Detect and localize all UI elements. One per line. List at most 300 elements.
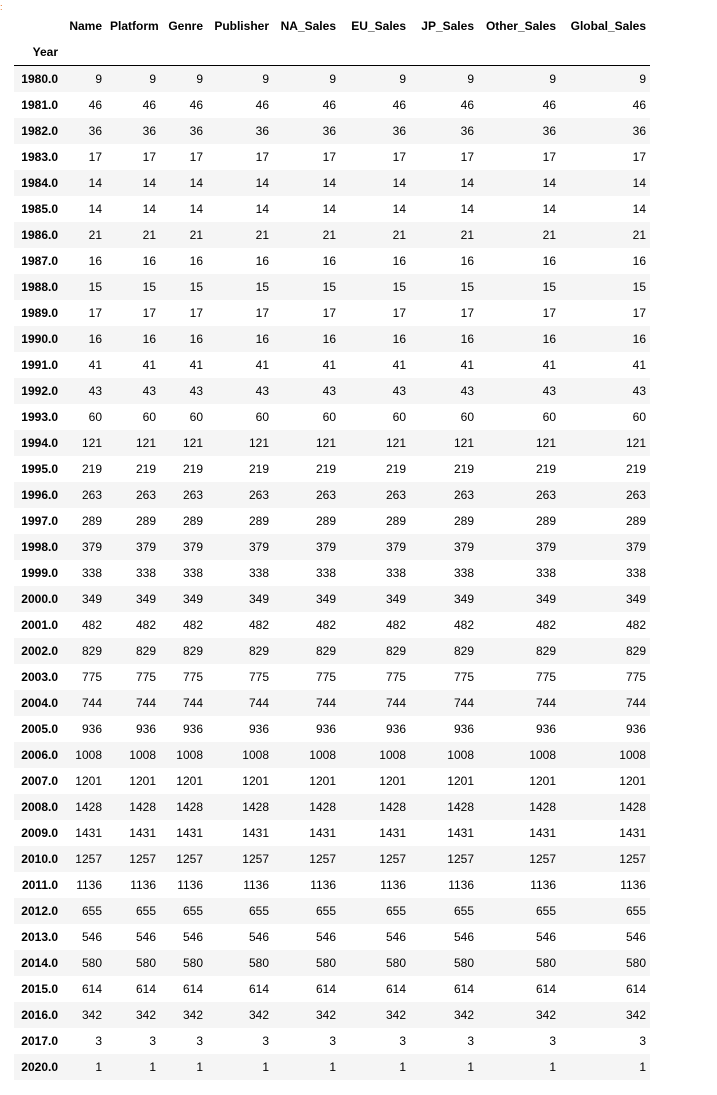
table-cell: 829	[81, 644, 102, 658]
table-cell: 744	[135, 696, 156, 710]
table-cell: 546	[248, 930, 269, 944]
table-cell: 41	[189, 358, 203, 372]
table-row	[14, 950, 650, 976]
row-index-year: 1998.0	[21, 540, 58, 554]
table-cell: 614	[315, 982, 336, 996]
table-cell: 289	[135, 514, 156, 528]
table-cell: 338	[453, 566, 474, 580]
table-cell: 936	[248, 722, 269, 736]
row-index-year: 2011.0	[21, 878, 58, 892]
table-cell: 219	[625, 462, 646, 476]
table-cell: 14	[88, 202, 102, 216]
table-cell: 1	[149, 1060, 156, 1074]
table-cell: 342	[315, 1008, 336, 1022]
table-cell: 1428	[619, 800, 646, 814]
table-cell: 43	[460, 384, 474, 398]
table-cell: 121	[625, 436, 646, 450]
table-cell: 1257	[379, 852, 406, 866]
table-cell: 349	[81, 592, 102, 606]
table-cell: 17	[189, 306, 203, 320]
row-index-year: 2009.0	[21, 826, 58, 840]
table-cell: 744	[453, 696, 474, 710]
row-index-year: 2005.0	[21, 722, 58, 736]
table-cell: 1201	[447, 774, 474, 788]
table-cell: 16	[189, 332, 203, 346]
table-cell: 14	[189, 202, 203, 216]
table-cell: 43	[632, 384, 646, 398]
table-cell: 936	[453, 722, 474, 736]
table-cell: 379	[81, 540, 102, 554]
table-cell: 43	[142, 384, 156, 398]
table-body	[14, 66, 650, 1081]
table-cell: 1257	[529, 852, 556, 866]
table-cell: 9	[639, 72, 646, 86]
row-index-year: 2008.0	[21, 800, 58, 814]
table-cell: 936	[385, 722, 406, 736]
table-cell: 15	[632, 280, 646, 294]
row-index-year: 2015.0	[21, 982, 58, 996]
table-cell: 1136	[130, 878, 156, 892]
table-cell: 60	[392, 410, 406, 424]
table-cell: 36	[88, 124, 102, 138]
table-cell: 17	[142, 306, 156, 320]
table-cell: 9	[329, 72, 336, 86]
table-cell: 342	[135, 1008, 156, 1022]
table-cell: 1136	[177, 878, 203, 892]
table-row	[14, 664, 650, 690]
table-cell: 36	[542, 124, 556, 138]
column-header: JP_Sales	[421, 19, 474, 33]
table-cell: 15	[460, 280, 474, 294]
table-cell: 121	[385, 436, 406, 450]
table-cell: 342	[453, 1008, 474, 1022]
table-cell: 580	[385, 956, 406, 970]
table-cell: 17	[392, 150, 406, 164]
row-index-year: 1992.0	[21, 384, 58, 398]
table-cell: 349	[625, 592, 646, 606]
table-cell: 655	[625, 904, 646, 918]
table-cell: 9	[467, 72, 474, 86]
table-cell: 655	[453, 904, 474, 918]
table-cell: 263	[81, 488, 102, 502]
table-cell: 46	[255, 98, 269, 112]
table-cell: 1431	[242, 826, 269, 840]
table-cell: 1201	[309, 774, 336, 788]
table-cell: 289	[385, 514, 406, 528]
table-cell: 829	[385, 644, 406, 658]
table-cell: 482	[135, 618, 156, 632]
table-cell: 21	[322, 228, 336, 242]
table-cell: 46	[189, 98, 203, 112]
table-cell: 1201	[75, 774, 102, 788]
table-cell: 46	[322, 98, 336, 112]
table-cell: 41	[88, 358, 102, 372]
table-cell: 775	[182, 670, 203, 684]
table-row	[14, 872, 650, 898]
table-row	[14, 612, 650, 638]
table-cell: 43	[189, 384, 203, 398]
table-cell: 263	[182, 488, 203, 502]
table-cell: 263	[535, 488, 556, 502]
table-row	[14, 196, 650, 222]
table-cell: 60	[189, 410, 203, 424]
row-index-year: 1986.0	[21, 228, 58, 242]
column-header: Publisher	[214, 19, 269, 33]
table-row	[14, 898, 650, 924]
table-cell: 1	[399, 1060, 406, 1074]
row-index-year: 1990.0	[21, 332, 58, 346]
table-cell: 1431	[309, 826, 336, 840]
table-cell: 1	[549, 1060, 556, 1074]
table-cell: 14	[392, 202, 406, 216]
table-cell: 1428	[529, 800, 556, 814]
table-cell: 16	[632, 254, 646, 268]
table-cell: 14	[322, 176, 336, 190]
table-cell: 16	[189, 254, 203, 268]
table-cell: 17	[392, 306, 406, 320]
table-cell: 1201	[176, 774, 203, 788]
table-cell: 342	[385, 1008, 406, 1022]
table-cell: 17	[460, 306, 474, 320]
row-index-year: 2002.0	[21, 644, 58, 658]
table-cell: 14	[189, 176, 203, 190]
table-cell: 14	[460, 176, 474, 190]
table-cell: 3	[196, 1034, 203, 1048]
table-cell: 17	[542, 150, 556, 164]
table-row	[14, 300, 650, 326]
table-cell: 379	[135, 540, 156, 554]
row-index-year: 2007.0	[21, 774, 58, 788]
table-cell: 614	[135, 982, 156, 996]
row-index-year: 1980.0	[21, 72, 58, 86]
table-cell: 17	[189, 150, 203, 164]
table-cell: 379	[453, 540, 474, 554]
table-cell: 16	[255, 254, 269, 268]
row-index-year: 1987.0	[21, 254, 58, 268]
table-cell: 17	[255, 150, 269, 164]
table-cell: 349	[248, 592, 269, 606]
table-cell: 1	[95, 1060, 102, 1074]
table-cell: 379	[625, 540, 646, 554]
table-cell: 289	[315, 514, 336, 528]
table-cell: 1136	[620, 878, 646, 892]
table-cell: 1428	[379, 800, 406, 814]
table-cell: 17	[322, 150, 336, 164]
row-index-year: 2000.0	[21, 592, 58, 606]
row-index-year: 1984.0	[21, 176, 58, 190]
table-cell: 580	[135, 956, 156, 970]
row-index-year: 1994.0	[21, 436, 58, 450]
table-cell: 121	[248, 436, 269, 450]
table-cell: 46	[392, 98, 406, 112]
table-row	[14, 716, 650, 742]
table-cell: 16	[392, 254, 406, 268]
column-header: Name	[69, 19, 102, 33]
table-cell: 46	[460, 98, 474, 112]
table-cell: 121	[535, 436, 556, 450]
table-cell: 1431	[529, 826, 556, 840]
table-cell: 16	[142, 332, 156, 346]
table-row	[14, 560, 650, 586]
table-row	[14, 92, 650, 118]
row-index-year: 2017.0	[21, 1034, 58, 1048]
table-cell: 9	[549, 72, 556, 86]
table-cell: 546	[453, 930, 474, 944]
table-cell: 936	[135, 722, 156, 736]
table-cell: 1428	[129, 800, 156, 814]
table-cell: 3	[467, 1034, 474, 1048]
table-cell: 614	[81, 982, 102, 996]
table-cell: 17	[88, 150, 102, 164]
table-cell: 21	[542, 228, 556, 242]
table-cell: 263	[625, 488, 646, 502]
table-cell: 16	[392, 332, 406, 346]
table-cell: 121	[315, 436, 336, 450]
table-cell: 338	[81, 566, 102, 580]
table-cell: 219	[81, 462, 102, 476]
column-header-row	[14, 13, 650, 39]
table-cell: 1136	[243, 878, 269, 892]
table-cell: 338	[535, 566, 556, 580]
table-cell: 1428	[447, 800, 474, 814]
table-cell: 9	[149, 72, 156, 86]
table-cell: 1008	[75, 748, 102, 762]
table-cell: 9	[196, 72, 203, 86]
table-cell: 349	[453, 592, 474, 606]
table-cell: 263	[453, 488, 474, 502]
table-cell: 1431	[129, 826, 156, 840]
table-cell: 60	[632, 410, 646, 424]
table-cell: 263	[385, 488, 406, 502]
table-cell: 829	[625, 644, 646, 658]
table-cell: 219	[535, 462, 556, 476]
table-cell: 1008	[529, 748, 556, 762]
table-cell: 60	[460, 410, 474, 424]
table-cell: 41	[142, 358, 156, 372]
table-cell: 46	[542, 98, 556, 112]
table-row	[14, 794, 650, 820]
table-row	[14, 144, 650, 170]
table-cell: 219	[453, 462, 474, 476]
table-cell: 60	[322, 410, 336, 424]
table-cell: 482	[535, 618, 556, 632]
table-cell: 121	[81, 436, 102, 450]
table-cell: 744	[315, 696, 336, 710]
table-cell: 546	[535, 930, 556, 944]
table-row	[14, 1028, 650, 1054]
table-row	[14, 768, 650, 794]
column-header: Platform	[110, 19, 159, 33]
table-cell: 16	[88, 254, 102, 268]
table-cell: 43	[88, 384, 102, 398]
table-cell: 14	[460, 202, 474, 216]
table-cell: 1257	[619, 852, 646, 866]
table-row	[14, 378, 650, 404]
table-cell: 482	[625, 618, 646, 632]
row-index-year: 2020.0	[21, 1060, 58, 1074]
table-cell: 14	[632, 202, 646, 216]
table-cell: 580	[248, 956, 269, 970]
table-cell: 580	[182, 956, 203, 970]
table-cell: 1008	[379, 748, 406, 762]
table-cell: 349	[385, 592, 406, 606]
table-cell: 36	[460, 124, 474, 138]
table-cell: 546	[182, 930, 203, 944]
table-cell: 17	[142, 150, 156, 164]
table-row	[14, 326, 650, 352]
table-cell: 829	[535, 644, 556, 658]
table-cell: 1008	[309, 748, 336, 762]
table-row	[14, 66, 650, 93]
table-row	[14, 586, 650, 612]
column-header: Global_Sales	[570, 19, 646, 33]
table-cell: 1257	[129, 852, 156, 866]
table-cell: 1	[196, 1060, 203, 1074]
table-cell: 3	[549, 1034, 556, 1048]
table-cell: 1431	[619, 826, 646, 840]
table-cell: 580	[453, 956, 474, 970]
table-cell: 1257	[75, 852, 102, 866]
table-cell: 580	[535, 956, 556, 970]
table-cell: 21	[632, 228, 646, 242]
table-cell: 655	[182, 904, 203, 918]
table-cell: 15	[88, 280, 102, 294]
table-cell: 36	[392, 124, 406, 138]
table-row	[14, 170, 650, 196]
table-cell: 60	[542, 410, 556, 424]
table-cell: 60	[88, 410, 102, 424]
table-cell: 21	[255, 228, 269, 242]
table-cell: 41	[632, 358, 646, 372]
row-index-year: 1989.0	[21, 306, 58, 320]
table-cell: 36	[322, 124, 336, 138]
table-row	[14, 482, 650, 508]
row-index-year: 1982.0	[21, 124, 58, 138]
table-cell: 21	[142, 228, 156, 242]
output-prompt-marker: :	[0, 4, 3, 11]
row-index-year: 1997.0	[21, 514, 58, 528]
table-cell: 342	[625, 1008, 646, 1022]
table-cell: 41	[542, 358, 556, 372]
row-index-year: 1996.0	[21, 488, 58, 502]
table-cell: 744	[81, 696, 102, 710]
table-cell: 46	[142, 98, 156, 112]
table-cell: 1201	[129, 774, 156, 788]
table-cell: 349	[315, 592, 336, 606]
table-cell: 41	[322, 358, 336, 372]
table-cell: 36	[142, 124, 156, 138]
table-cell: 546	[135, 930, 156, 944]
table-cell: 614	[385, 982, 406, 996]
table-cell: 342	[182, 1008, 203, 1022]
table-cell: 14	[542, 202, 556, 216]
table-cell: 14	[392, 176, 406, 190]
table-row	[14, 924, 650, 950]
table-cell: 775	[535, 670, 556, 684]
table-cell: 1257	[242, 852, 269, 866]
table-cell: 60	[255, 410, 269, 424]
table-cell: 289	[81, 514, 102, 528]
table-cell: 9	[262, 72, 269, 86]
table-cell: 1008	[242, 748, 269, 762]
table-cell: 17	[460, 150, 474, 164]
table-cell: 14	[322, 202, 336, 216]
table-cell: 482	[385, 618, 406, 632]
table-cell: 1136	[310, 878, 336, 892]
table-cell: 744	[385, 696, 406, 710]
table-cell: 936	[535, 722, 556, 736]
table-cell: 349	[182, 592, 203, 606]
dataframe-output	[14, 13, 650, 1080]
table-cell: 43	[542, 384, 556, 398]
table-cell: 289	[453, 514, 474, 528]
table-cell: 546	[315, 930, 336, 944]
table-cell: 14	[142, 176, 156, 190]
row-index-year: 1995.0	[21, 462, 58, 476]
table-cell: 744	[182, 696, 203, 710]
table-row	[14, 456, 650, 482]
table-cell: 1008	[176, 748, 203, 762]
table-row	[14, 690, 650, 716]
table-cell: 263	[315, 488, 336, 502]
table-cell: 775	[81, 670, 102, 684]
table-cell: 36	[255, 124, 269, 138]
table-cell: 936	[315, 722, 336, 736]
table-cell: 379	[535, 540, 556, 554]
table-cell: 15	[542, 280, 556, 294]
table-cell: 655	[81, 904, 102, 918]
table-cell: 14	[142, 202, 156, 216]
table-cell: 21	[189, 228, 203, 242]
table-cell: 775	[385, 670, 406, 684]
table-cell: 349	[535, 592, 556, 606]
table-cell: 1428	[176, 800, 203, 814]
table-cell: 3	[262, 1034, 269, 1048]
table-cell: 775	[315, 670, 336, 684]
table-cell: 1136	[76, 878, 102, 892]
table-cell: 263	[135, 488, 156, 502]
table-cell: 580	[625, 956, 646, 970]
index-name-row	[14, 39, 650, 66]
table-cell: 1428	[309, 800, 336, 814]
table-cell: 614	[453, 982, 474, 996]
table-cell: 655	[135, 904, 156, 918]
table-cell: 775	[248, 670, 269, 684]
table-cell: 342	[248, 1008, 269, 1022]
table-cell: 482	[453, 618, 474, 632]
table-cell: 14	[88, 176, 102, 190]
table-cell: 15	[189, 280, 203, 294]
table-cell: 482	[182, 618, 203, 632]
table-cell: 342	[81, 1008, 102, 1022]
table-cell: 41	[392, 358, 406, 372]
table-cell: 775	[453, 670, 474, 684]
table-cell: 1431	[447, 826, 474, 840]
table-cell: 16	[542, 332, 556, 346]
table-cell: 219	[315, 462, 336, 476]
table-cell: 289	[625, 514, 646, 528]
table-cell: 16	[632, 332, 646, 346]
table-cell: 655	[535, 904, 556, 918]
table-cell: 36	[189, 124, 203, 138]
row-index-year: 1981.0	[21, 98, 58, 112]
row-index-year: 2014.0	[21, 956, 58, 970]
table-cell: 1431	[379, 826, 406, 840]
table-cell: 16	[322, 254, 336, 268]
table-cell: 16	[542, 254, 556, 268]
table-cell: 349	[135, 592, 156, 606]
row-index-year: 1991.0	[21, 358, 58, 372]
